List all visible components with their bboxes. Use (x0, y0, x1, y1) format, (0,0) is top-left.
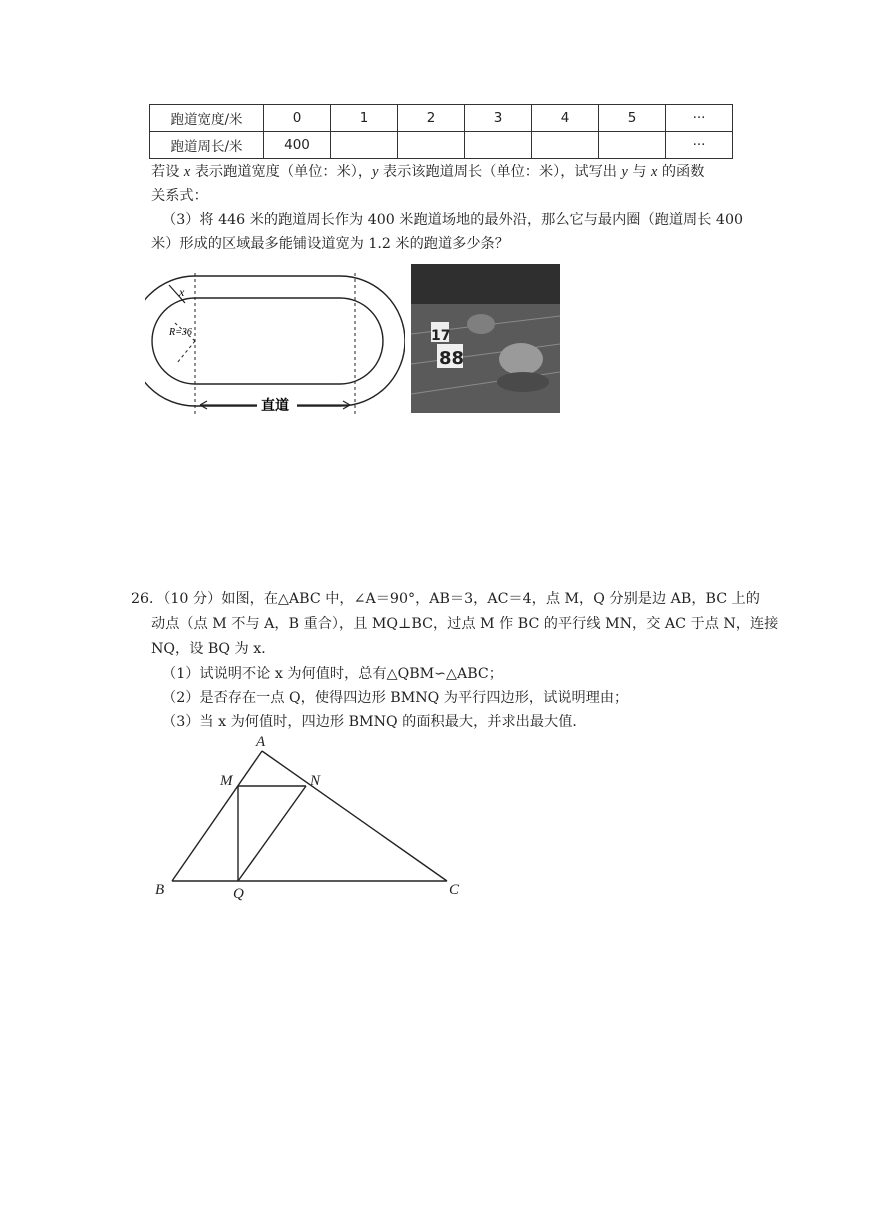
table-cell (532, 132, 599, 159)
q26-part-2: （2）是否存在一点 Q，使得四边形 BMNQ 为平行四边形，试说明理由； (162, 690, 629, 706)
label-m: M (220, 773, 233, 789)
segment-nq (238, 786, 306, 881)
bib-88: 88 (439, 348, 465, 369)
table-cell: 0 (264, 105, 331, 132)
table-cell: ··· (666, 105, 733, 132)
q25-line-4: 米）形成的区域最多能铺设道宽为 1.2 米的跑道多少条？ (151, 236, 509, 252)
table-cell: 400 (264, 132, 331, 159)
q26-part-1: （1）试说明不论 x 为何值时，总有△QBM∽△ABC； (162, 666, 503, 682)
table-cell: 2 (398, 105, 465, 132)
radius-line (177, 341, 195, 363)
triangle-diagram (150, 730, 470, 905)
label-radius: R=36 (169, 327, 192, 338)
q26-stem-1: 26．（10 分）如图，在△ABC 中，∠A＝90°，AB＝3，AC＝4，点 M，Q 分别是边 AB，BC 上的 (131, 591, 760, 607)
label-x: x (179, 285, 185, 299)
runners-photo-art (411, 264, 560, 413)
q25-part-3: （3）将 446 米的跑道周长作为 400 米跑道场地的最外沿，那么它与最内圈（跑道周长 400 (162, 212, 744, 228)
q25-line-2: 关系式： (151, 188, 208, 204)
track-inner-line (152, 298, 383, 384)
table-cell: 1 (331, 105, 398, 132)
var-y: y (372, 164, 379, 180)
table-row (150, 132, 733, 159)
width-perimeter-table (149, 104, 733, 159)
table-header-cell: 跑道宽度/米 (150, 105, 264, 132)
var-x: x (183, 164, 191, 180)
var-y: y (621, 164, 628, 180)
table-cell: 4 (532, 105, 599, 132)
table-cell (599, 132, 666, 159)
text: 表示跑道宽度（单位：米）， (190, 164, 373, 180)
table-cell (331, 132, 398, 159)
track-diagram (145, 265, 405, 420)
label-n: N (310, 773, 321, 789)
q25-line-1 (151, 160, 704, 184)
text: 表示该跑道周长（单位：米），试写出 (378, 164, 622, 180)
table-header-cell: 跑道周长/米 (150, 132, 264, 159)
table-cell (398, 132, 465, 159)
q26-stem-3: NQ，设 BQ 为 x． (151, 641, 276, 657)
table-cell: 5 (599, 105, 666, 132)
table-cell (465, 132, 532, 159)
text: 的函数 (657, 164, 705, 180)
label-straight: 直道 (261, 398, 289, 414)
text: 若设 (151, 164, 184, 180)
table-cell: 3 (465, 105, 532, 132)
table-row (150, 105, 733, 132)
side-ab (172, 751, 262, 881)
label-q: Q (233, 886, 244, 902)
bib-17: 17 (431, 328, 451, 344)
q26-stem-2: 动点（点 M 不与 A，B 重合），且 MQ⊥BC，过点 M 作 BC 的平行线 MN，交 AC 于点 N，连接 (151, 616, 779, 632)
runners-photo (411, 264, 560, 413)
q26-part-3: （3）当 x 为何值时，四边形 BMNQ 的面积最大，并求出最大值． (162, 714, 587, 730)
table-cell: ··· (666, 132, 733, 159)
label-a: A (256, 734, 266, 750)
label-b: B (155, 882, 165, 898)
label-c: C (449, 882, 460, 898)
text: 与 (627, 164, 652, 180)
side-ac (262, 751, 447, 881)
var-x: x (651, 164, 658, 180)
